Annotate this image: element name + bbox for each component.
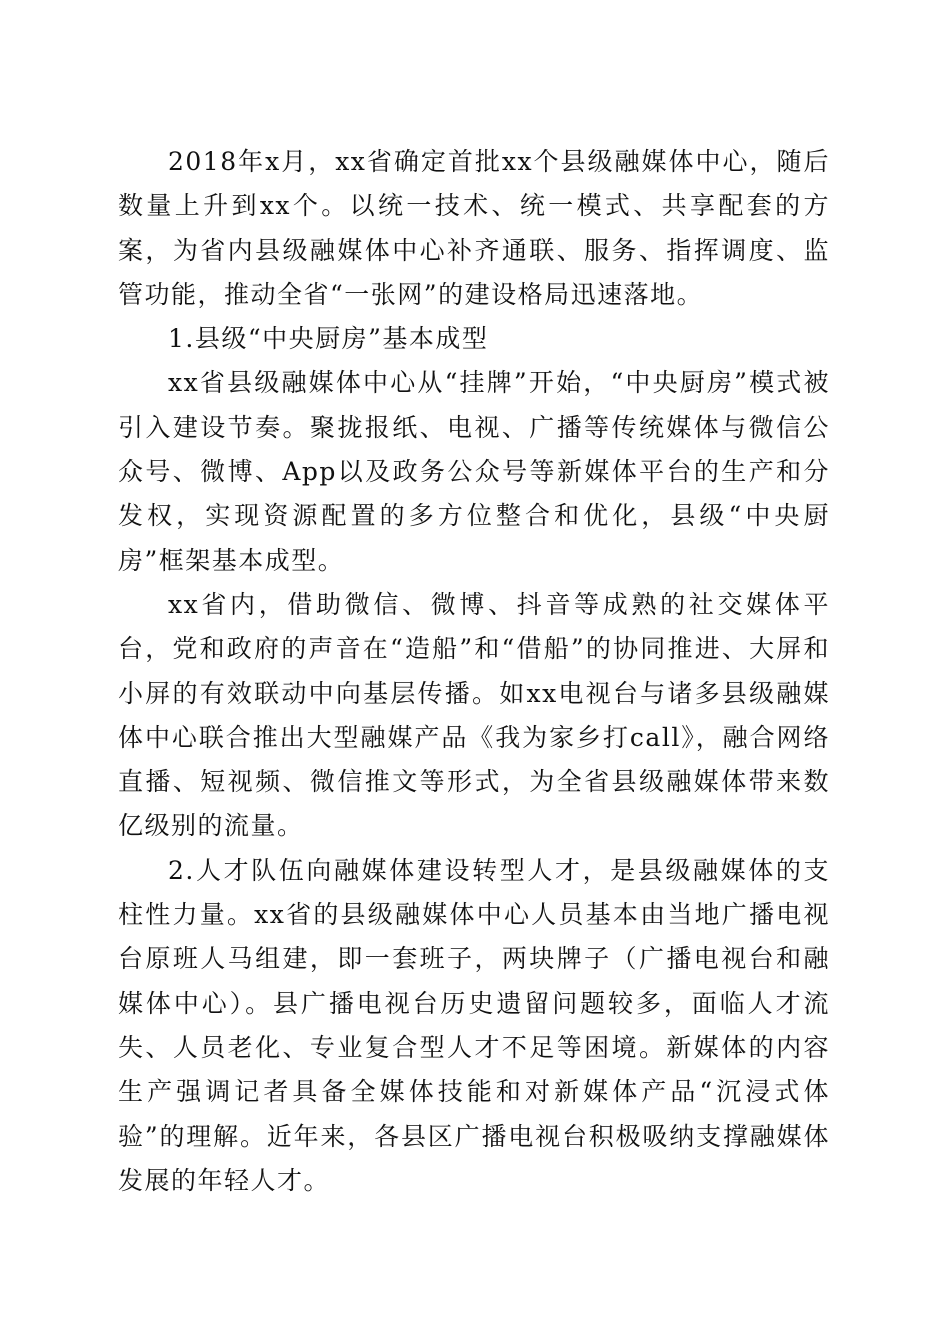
- paragraph-intro: 2018年x月，xx省确定首批xx个县级融媒体中心，随后数量上升到xx个。以统一技术、统一模式、共享配套的方案，为省内县级融媒体中心补齐通联、服务、指挥调度、监管功能，推动全省“一张网”的建设格局迅速落地。: [118, 147, 830, 309]
- paragraph-talent: 2.人才队伍向融媒体建设转型人才，是县级融媒体的支柱性力量。xx省的县级融媒体中心人员基本由当地广播电视台原班人马组建，即一套班子，两块牌子（广播电视台和融媒体中心）。县广播电视台历史遗留问题较多，面临人才流失、人员老化、专业复合型人才不足等困境。新媒体的内容生产强调记者具备全媒体技能和对新媒体产品“沉浸式体验”的理解。近年来，各县区广播电视台积极吸纳支撑融媒体发展的年轻人才。: [118, 855, 830, 1195]
- paragraph-central-kitchen: xx省县级融媒体中心从“挂牌”开始，“中央厨房”模式被引入建设节奏。聚拢报纸、电视、广播等传统媒体与微信公众号、微博、App以及政务公众号等新媒体平台的生产和分发权，实现资源配置的多方位整合和优化，县级“中央厨房”框架基本成型。: [118, 368, 830, 575]
- document-body: [118, 140, 830, 1203]
- paragraph-social-media: xx省内，借助微信、微博、抖音等成熟的社交媒体平台，党和政府的声音在“造船”和“借船”的协同推进、大屏和小屏的有效联动中向基层传播。如xx电视台与诸多县级融媒体中心联合推出大型融媒产品《我为家乡打call》，融合网络直播、短视频、微信推文等形式，为全省县级融媒体带来数亿级别的流量。: [118, 589, 830, 841]
- section-heading-1: 1.县级“中央厨房”基本成型: [168, 324, 489, 354]
